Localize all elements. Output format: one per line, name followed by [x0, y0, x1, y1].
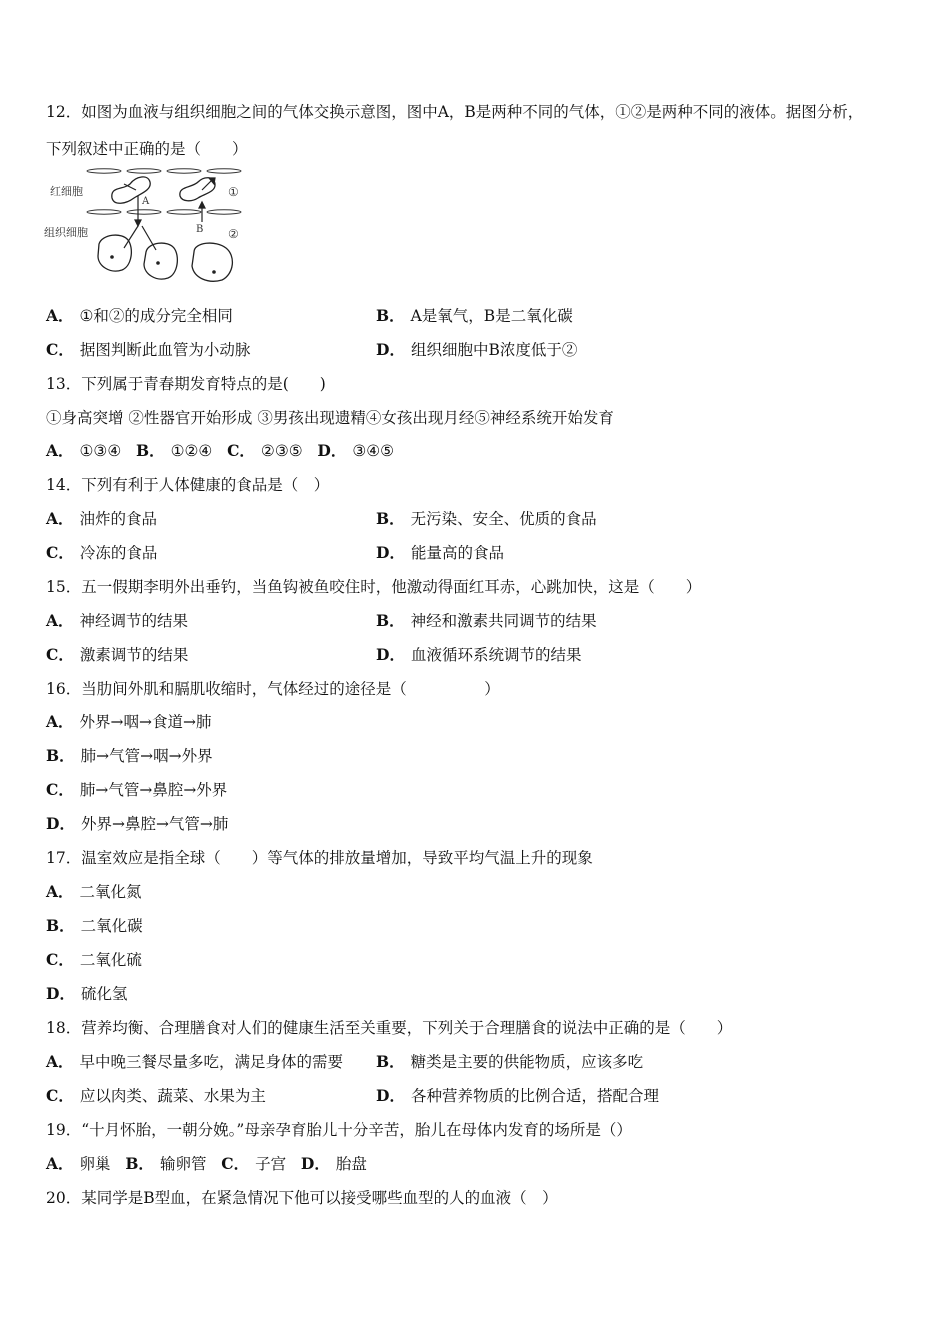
q16-stem: 16．当肋间外肌和膈肌收缩时，气体经过的途径是（ ） — [46, 680, 500, 698]
q12-option-d: D． 组织细胞中B浓度低于② — [376, 340, 578, 359]
q13-options: A． ①③④ B． ①②④ C． ②③⑤ D． ③④⑤ — [46, 441, 395, 460]
q20-stem: 20．某同学是B型血，在紧急情况下他可以接受哪些血型的人的血液（ ） — [46, 1189, 558, 1207]
q18-option-b: B． 糖类是主要的供能物质，应该多吃 — [376, 1052, 644, 1071]
q16-option-b: B． 肺→气管→咽→外界 — [46, 746, 213, 765]
label-rbc: 红细胞 — [50, 185, 83, 198]
gas-exchange-figure — [44, 162, 264, 287]
q17-option-d: D． 硫化氢 — [46, 984, 128, 1003]
q12-stem-line2: 下列叙述中正确的是（ ） — [46, 140, 248, 158]
tissue-cell-3 — [192, 243, 232, 281]
q14-option-c: C． 冷冻的食品 — [46, 543, 158, 562]
q15-option-b: B． 神经和激素共同调节的结果 — [376, 611, 597, 630]
q18-option-d: D． 各种营养物质的比例合适，搭配合理 — [376, 1086, 659, 1105]
tissue-cell-1 — [98, 235, 131, 271]
label-liquid-2: ② — [228, 227, 239, 241]
q17-stem: 17．温室效应是指全球（ ）等气体的排放量增加，导致平均气温上升的现象 — [46, 849, 593, 867]
q17-option-c: C． 二氧化硫 — [46, 950, 142, 969]
q18-option-c: C． 应以肉类、蔬菜、水果为主 — [46, 1086, 266, 1105]
q18-stem: 18．营养均衡、合理膳食对人们的健康生活至关重要，下列关于合理膳食的说法中正确的是（ ） — [46, 1019, 733, 1037]
red-blood-cell-2 — [180, 178, 215, 201]
q16-option-a: A． 外界→咽→食道→肺 — [46, 712, 212, 731]
label-gas-a: A — [142, 196, 150, 207]
q14-stem: 14．下列有利于人体健康的食品是（ ） — [46, 476, 330, 494]
q16-option-d: D． 外界→鼻腔→气管→肺 — [46, 814, 229, 833]
q14-option-b: B． 无污染、安全、优质的食品 — [376, 509, 597, 528]
q16-option-c: C． 肺→气管→鼻腔→外界 — [46, 780, 228, 799]
q14-option-a: A． 油炸的食品 — [46, 509, 158, 528]
q19-options: A． 卵巢 B． 输卵管 C． 子宫 D． 胎盘 — [46, 1154, 367, 1173]
q12-option-a: A． ①和②的成分完全相同 — [46, 306, 233, 325]
q12-option-c: C． 据图判断此血管为小动脉 — [46, 340, 251, 359]
q13-stem: 13．下列属于青春期发育特点的是( ) — [46, 375, 326, 393]
tissue-cell-2 — [144, 243, 177, 279]
q12-stem-line1: 12．如图为血液与组织细胞之间的气体交换示意图，图中A，B是两种不同的气体，①②是两种不同的液体。据图分析， — [46, 103, 864, 121]
q18-option-a: A． 早中晚三餐尽量多吃，满足身体的需要 — [46, 1052, 344, 1071]
q17-option-a: A． 二氧化氮 — [46, 882, 142, 901]
capillary-wall-bottom — [87, 210, 241, 214]
q17-option-b: B． 二氧化碳 — [46, 916, 143, 935]
q15-option-d: D． 血液循环系统调节的结果 — [376, 645, 582, 664]
capillary-wall-top — [87, 169, 241, 173]
q12-option-b: B． A是氧气，B是二氧化碳 — [376, 306, 573, 325]
q15-option-c: C． 激素调节的结果 — [46, 645, 189, 664]
q15-stem: 15．五一假期李明外出垂钓，当鱼钩被鱼咬住时，他激动得面红耳赤，心跳加快，这是（ ） — [46, 578, 702, 596]
q15-option-a: A． 神经调节的结果 — [46, 611, 189, 630]
label-tissue: 组织细胞 — [44, 226, 88, 239]
q14-option-d: D． 能量高的食品 — [376, 543, 504, 562]
label-liquid-1: ① — [228, 185, 239, 199]
q19-stem: 19．“十月怀胎，一朝分娩。”母亲孕育胎儿十分辛苦，胎儿在母体内发育的场所是（） — [46, 1121, 632, 1139]
label-gas-b: B — [196, 224, 204, 235]
q13-items: ①身高突增 ②性器官开始形成 ③男孩出现遗精④女孩出现月经⑤神经系统开始发育 — [46, 409, 614, 427]
